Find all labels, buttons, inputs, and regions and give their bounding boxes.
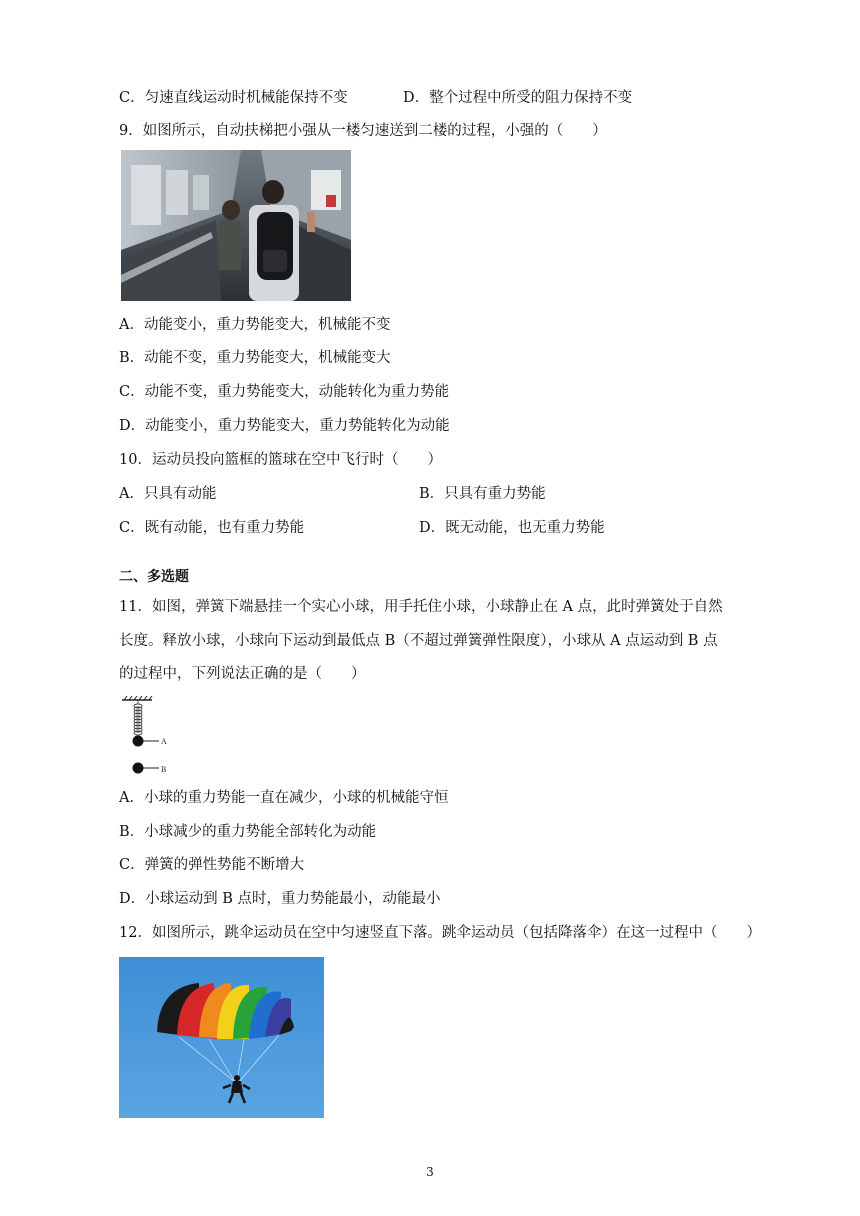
q10-stem: 10．运动员投向篮框的篮球在空中飞行时（ ） — [119, 452, 442, 468]
section-title-multiple-choice: 二、多选题 — [119, 569, 189, 585]
q10-option-c: C．既有动能，也有重力势能 — [119, 520, 305, 536]
q8-option-d: D．整个过程中所受的阻力保持不变 — [403, 90, 633, 106]
label-b: B — [161, 765, 167, 774]
q8-option-c: C．匀速直线运动时机械能保持不变 — [119, 90, 348, 106]
q9-option-d: D．动能变小，重力势能变大，重力势能转化为动能 — [119, 418, 450, 434]
page-number: 3 — [426, 1165, 434, 1179]
q11-option-b: B．小球减少的重力势能全部转化为动能 — [119, 824, 377, 840]
q11-option-a: A．小球的重力势能一直在减少，小球的机械能守恒 — [119, 790, 449, 806]
q11-stem-line2: 长度。释放小球，小球向下运动到最低点 B（不超过弹簧弹性限度），小球从 A 点运动到 B 点 — [119, 633, 718, 649]
q9-option-b: B．动能不变，重力势能变大，机械能变大 — [119, 350, 391, 366]
escalator-photo — [121, 150, 351, 301]
ball-at-b — [133, 763, 144, 774]
parachute-photo — [119, 957, 324, 1118]
spring-diagram-svg — [118, 696, 178, 778]
q11-stem-line1: 11．如图，弹簧下端悬挂一个实心小球，用手托住小球，小球静止在 A 点，此时弹簧处于自然 — [119, 599, 723, 615]
q9-option-a: A．动能变小，重力势能变大，机械能不变 — [119, 317, 391, 333]
q10-option-a: A．只具有动能 — [119, 486, 217, 502]
q10-option-b: B．只具有重力势能 — [419, 486, 546, 502]
q12-stem: 12．如图所示，跳伞运动员在空中匀速竖直下落。跳伞运动员（包括降落伞）在这一过程中（ ） — [119, 925, 761, 941]
q11-option-c: C．弹簧的弹性势能不断增大 — [119, 857, 305, 873]
q9-option-c: C．动能不变，重力势能变大，动能转化为重力势能 — [119, 384, 450, 400]
label-a: A — [161, 737, 167, 746]
escalator-illustration — [121, 150, 351, 301]
q11-option-d: D．小球运动到 B 点时，重力势能最小，动能最小 — [119, 891, 441, 907]
spring-ball-diagram — [118, 696, 178, 778]
q11-stem-line3: 的过程中，下列说法正确的是（ ） — [119, 666, 366, 682]
ball-at-a — [133, 736, 144, 747]
parachute-illustration — [119, 957, 324, 1118]
q10-option-d: D．既无动能，也无重力势能 — [419, 520, 605, 536]
q9-stem: 9．如图所示，自动扶梯把小强从一楼匀速送到二楼的过程，小强的（ ） — [119, 123, 607, 139]
spring-coil — [134, 700, 142, 735]
